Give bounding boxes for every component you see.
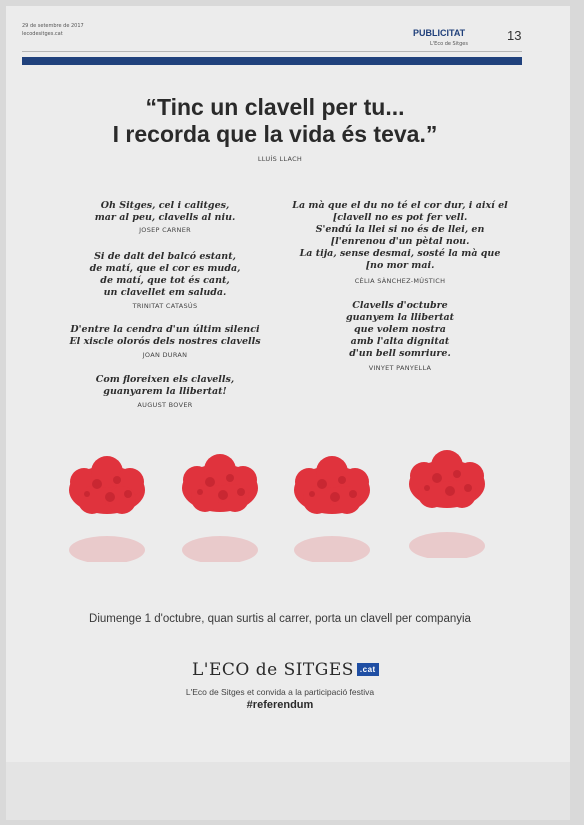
quote-author: VINYET PANYELLA	[368, 364, 432, 372]
quote-line: [no mor mai.	[365, 260, 435, 271]
carnation-image	[175, 450, 265, 520]
header-date: 29 de setembre de 2017	[22, 23, 84, 29]
quote-line: guanyarem la llibertat!	[103, 386, 227, 397]
quote-author: JOSEP CARNER	[139, 226, 191, 234]
tagline: Diumenge 1 d'octubre, quan surtis al carrer, porta un clavell per companyia	[89, 613, 471, 625]
quote-line: d'un bell somriure.	[349, 348, 451, 359]
carnation-image	[287, 452, 377, 522]
quote-line: [clavell no es pot fer vell.	[332, 212, 468, 223]
quote-line: La tija, sense desmai, sosté la mà que	[299, 248, 501, 259]
quote-author: JOAN DURAN	[142, 351, 188, 359]
quote-line: El xiscle olorós dels nostres clavells	[69, 336, 261, 347]
header-site: lecodesitges.cat	[22, 31, 63, 37]
headline-line-2: I recorda que la vida és teva.”	[112, 121, 438, 147]
quote-line: D'entre la cendra d'un últim silenci	[70, 324, 260, 335]
quote-line: amb l'alta dignitat	[350, 336, 450, 347]
brand-bar	[22, 57, 522, 65]
carnation-reflection	[402, 518, 492, 558]
carnation-image	[62, 452, 152, 522]
carnation-row	[60, 440, 500, 580]
quote-line: de matí, que el cor es muda,	[89, 263, 241, 274]
logo-badge: .cat	[357, 663, 379, 676]
quote-sanchez-mustich	[265, 200, 535, 272]
quote-line: Si de dalt del balcó estant,	[94, 251, 236, 262]
quote-line: S'endú la llei si no és de llei, en	[315, 224, 485, 235]
header-section: PUBLICITAT	[413, 28, 466, 38]
page-bottom-margin	[6, 762, 570, 820]
quote-author: AUGUST BOVER	[137, 401, 193, 409]
quote-author: CÈLIA SÀNCHEZ-MÚSTICH	[354, 277, 446, 285]
quote-bover	[40, 374, 290, 398]
quote-carner	[40, 200, 290, 224]
carnation-reflection	[175, 522, 265, 562]
quote-line: que volem nostra	[354, 324, 446, 335]
headline-line-1: “Tinc un clavell per tu...	[145, 94, 405, 120]
headline-author: LLUÍS LLACH	[257, 155, 303, 163]
hashtag: #referendum	[246, 699, 314, 711]
header-divider	[22, 51, 522, 52]
quote-catasus	[40, 251, 290, 299]
carnation-reflection	[287, 522, 377, 562]
quote-line: mar al peu, clavells al niu.	[94, 212, 236, 223]
quote-line: Oh Sitges, cel i calitges,	[100, 200, 230, 211]
quote-line: un clavellet em saluda.	[103, 287, 227, 298]
quote-author: TRINITAT CATASÚS	[132, 302, 198, 310]
quote-line: Com floreixen els clavells,	[95, 374, 235, 385]
quote-duran	[30, 324, 300, 348]
quote-line: La mà que el du no té el cor dur, i així el	[292, 200, 508, 211]
quote-line: [l'enrenou d'un pètal nou.	[330, 236, 470, 247]
header-section-sub: L'Eco de Sitges	[430, 41, 468, 47]
quote-line: guanyem la llibertat	[345, 312, 455, 323]
quote-line: Clavells d'octubre	[352, 300, 448, 311]
quote-line: de matí, que tot és cant,	[100, 275, 230, 286]
page-number: 13	[507, 28, 522, 43]
logo-text: L'ECO de SITGES	[192, 660, 354, 680]
headline	[60, 94, 490, 148]
publication-logo	[192, 660, 379, 680]
carnation-image	[402, 446, 492, 516]
quote-panyella	[265, 300, 535, 360]
invite-text: L'Eco de Sitges et convida a la participació festiva	[185, 687, 375, 697]
carnation-reflection	[62, 522, 152, 562]
